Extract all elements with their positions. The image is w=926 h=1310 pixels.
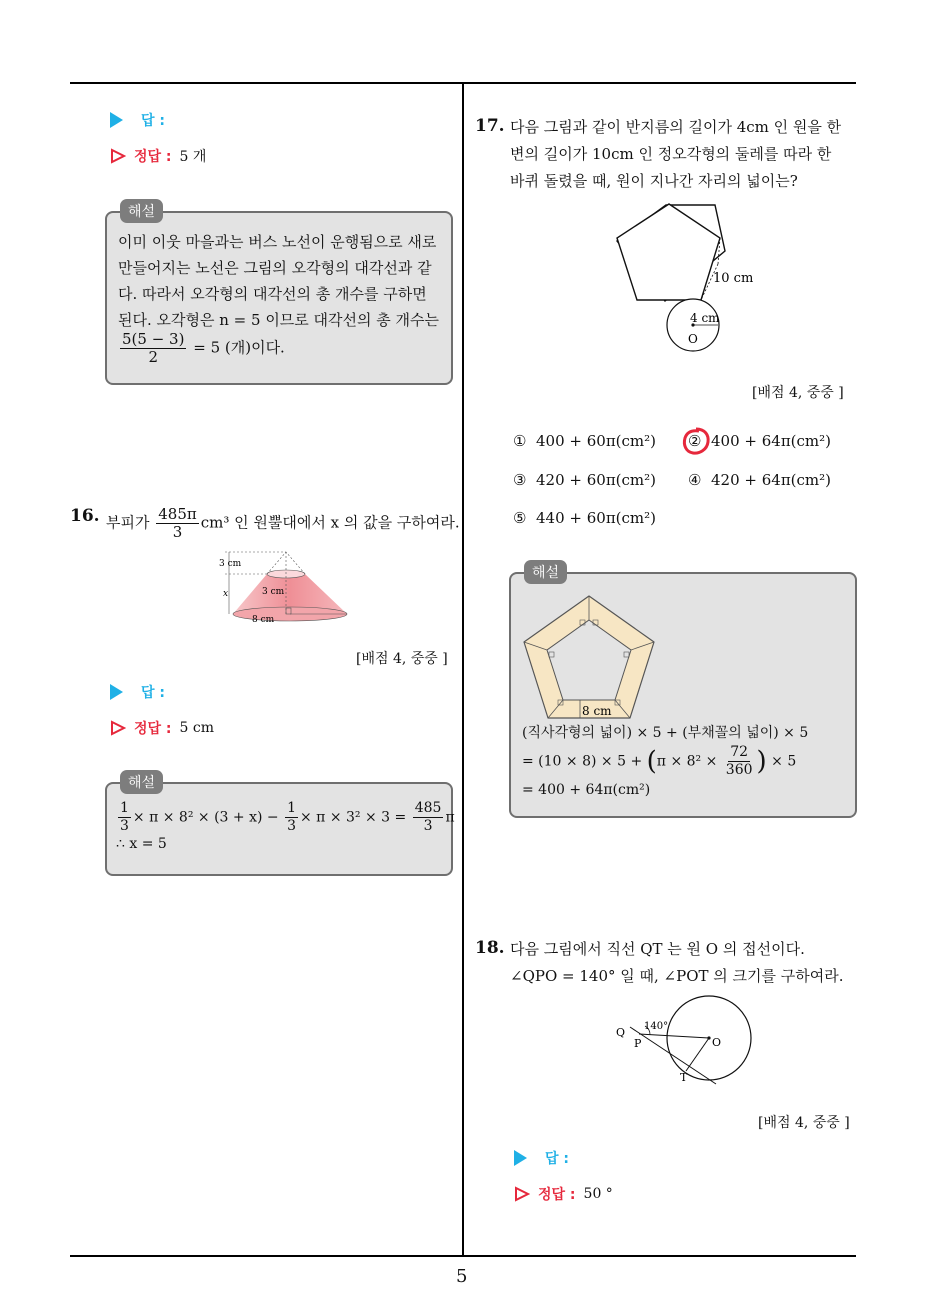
- correct-label: 정답 :: [134, 149, 172, 165]
- answer-label: 답 :: [141, 113, 165, 129]
- q17-pentagon-figure: [605, 198, 765, 356]
- solution-line: $\frac{1}{3}$ × π × 8² × (3 + x) − $\frac{1}{3}$ × π × 3² × 3 = $\frac{485}{3}$ π: [120, 800, 455, 834]
- q15-correct-answer: 5 개: [179, 149, 207, 165]
- q16-frustum-figure: [215, 550, 355, 625]
- q18-tangent-figure: [612, 994, 757, 1094]
- q16-number: 16.: [70, 506, 100, 526]
- volume-fraction: $\frac{485\pi}{3}$: [158, 505, 197, 541]
- outline-triangle-icon: [514, 1186, 530, 1202]
- outline-triangle-icon: [110, 720, 126, 736]
- point-q-label: Q: [616, 1026, 626, 1039]
- q17-solution-text: [522, 720, 852, 803]
- answer-label: 답 :: [141, 685, 165, 701]
- solution-fraction-line: $\frac{5(5 - 3)}{2}$ = 5 (개)이다.: [122, 330, 285, 366]
- q16-solution-tag: 해설: [120, 770, 163, 794]
- correct-label: 정답 :: [134, 721, 172, 737]
- column-divider: [462, 84, 464, 1256]
- choice-5[interactable]: ⑤ 440 + 60π(cm²): [513, 509, 657, 527]
- play-icon: [110, 112, 123, 128]
- q17-question-text: 다음 그림과 같이 반지름의 길이가 4cm 인 원을 한 변의 길이가 10cm 인 정오각형의 둘레를 따라 한 바퀴 돌렸을 때, 원이 지나간 자리의 넓이는?: [510, 118, 842, 190]
- q16-correct-line: [110, 718, 214, 738]
- choice-3[interactable]: ③ 420 + 60π(cm²): [513, 471, 657, 489]
- answer-label: 답 :: [545, 1151, 569, 1167]
- bottom-rule: [70, 1255, 856, 1257]
- q16-solution-text: [116, 800, 455, 857]
- q18-correct-line: [514, 1184, 613, 1204]
- q16-score: [배점 4, 중중 ]: [356, 651, 448, 667]
- frustum-inner-label: 3 cm: [262, 587, 285, 597]
- solution-line: (직사각형의 넓이) × 5 + (부채꼴의 넓이) × 5: [522, 725, 809, 741]
- page-number: 5: [456, 1266, 468, 1287]
- q15-solution-text: [118, 229, 448, 366]
- fraction: $\frac{1}{3}$: [120, 800, 129, 834]
- q17-number: 17.: [475, 116, 505, 136]
- choice-1[interactable]: ① 400 + 60π(cm²): [513, 432, 657, 450]
- solution-line: 만들어지는 노선은 그림의 오각형의 대각선과 같: [118, 259, 432, 277]
- fraction: $\frac{1}{3}$: [287, 800, 296, 834]
- solution-line: 이미 이웃 마을과는 버스 노선이 운행됨으로 새로: [118, 233, 437, 251]
- solution-line: 된다. 오각형은 n = 5 이므로 대각선의 총 개수는: [118, 311, 440, 329]
- play-icon: [514, 1150, 527, 1166]
- solution-line: = (10 × 8) × 5 + (π × 8² × $\frac{72}{360}$ ) × 5: [522, 744, 797, 778]
- point-o-label: O: [712, 1036, 722, 1049]
- q18-answer-line: [514, 1148, 569, 1168]
- fraction: $\frac{72}{360}$: [725, 744, 753, 778]
- q18-question-text: 다음 그림에서 직선 QT 는 원 O 의 접선이다. ∠QPO = 140° 일 때, ∠POT 의 크기를 구하여라.: [510, 940, 844, 985]
- correct-label: 정답 :: [538, 1187, 576, 1203]
- q17-score: [배점 4, 중중 ]: [752, 385, 844, 401]
- radius-label: 4 cm: [690, 311, 720, 325]
- q18-correct-answer: 50 °: [583, 1186, 613, 1202]
- outline-triangle-icon: [110, 148, 126, 164]
- choice-4[interactable]: ④ 420 + 64π(cm²): [688, 471, 832, 489]
- solution-line: ∴ x = 5: [116, 836, 167, 852]
- side-length-label: 10 cm: [713, 271, 754, 286]
- choice-2[interactable]: ② 400 + 64π(cm²): [688, 432, 832, 450]
- selected-answer-circle: [681, 426, 711, 456]
- fraction: $\frac{485}{3}$: [414, 800, 442, 834]
- q16-question-text: 부피가 $\frac{485\pi}{3}$ cm³ 인 원뿔대에서 x 의 값을 구하여라.: [106, 505, 460, 541]
- q17-solution-tag: 해설: [524, 560, 567, 584]
- q15-correct-line: [110, 146, 206, 166]
- q15-answer-line: [110, 110, 165, 130]
- q18-score: [배점 4, 중중 ]: [758, 1115, 850, 1131]
- frustum-side-label: x: [223, 589, 229, 599]
- q16-answer-line: [110, 682, 165, 702]
- point-p-label: P: [634, 1037, 642, 1050]
- rect-width-label: 8 cm: [582, 704, 612, 718]
- point-t-label: T: [680, 1071, 688, 1084]
- q15-solution-tag: 해설: [120, 199, 163, 223]
- solution-line: = 400 + 64π(cm²): [522, 782, 651, 798]
- center-label: O: [688, 332, 698, 346]
- q16-correct-answer: 5 cm: [179, 720, 215, 736]
- frustum-bottom-label: 8 cm: [252, 615, 275, 625]
- solution-line: 다. 따라서 오각형의 대각선의 총 개수를 구하면: [118, 285, 427, 303]
- angle-label: 140°: [644, 1021, 669, 1032]
- q18-number: 18.: [475, 938, 505, 958]
- q17-solution-pentagon-figure: [518, 590, 660, 722]
- fraction: $\frac{5(5 - 3)}{2}$: [122, 330, 185, 366]
- play-icon: [110, 684, 123, 700]
- frustum-top-label: 3 cm: [219, 559, 242, 569]
